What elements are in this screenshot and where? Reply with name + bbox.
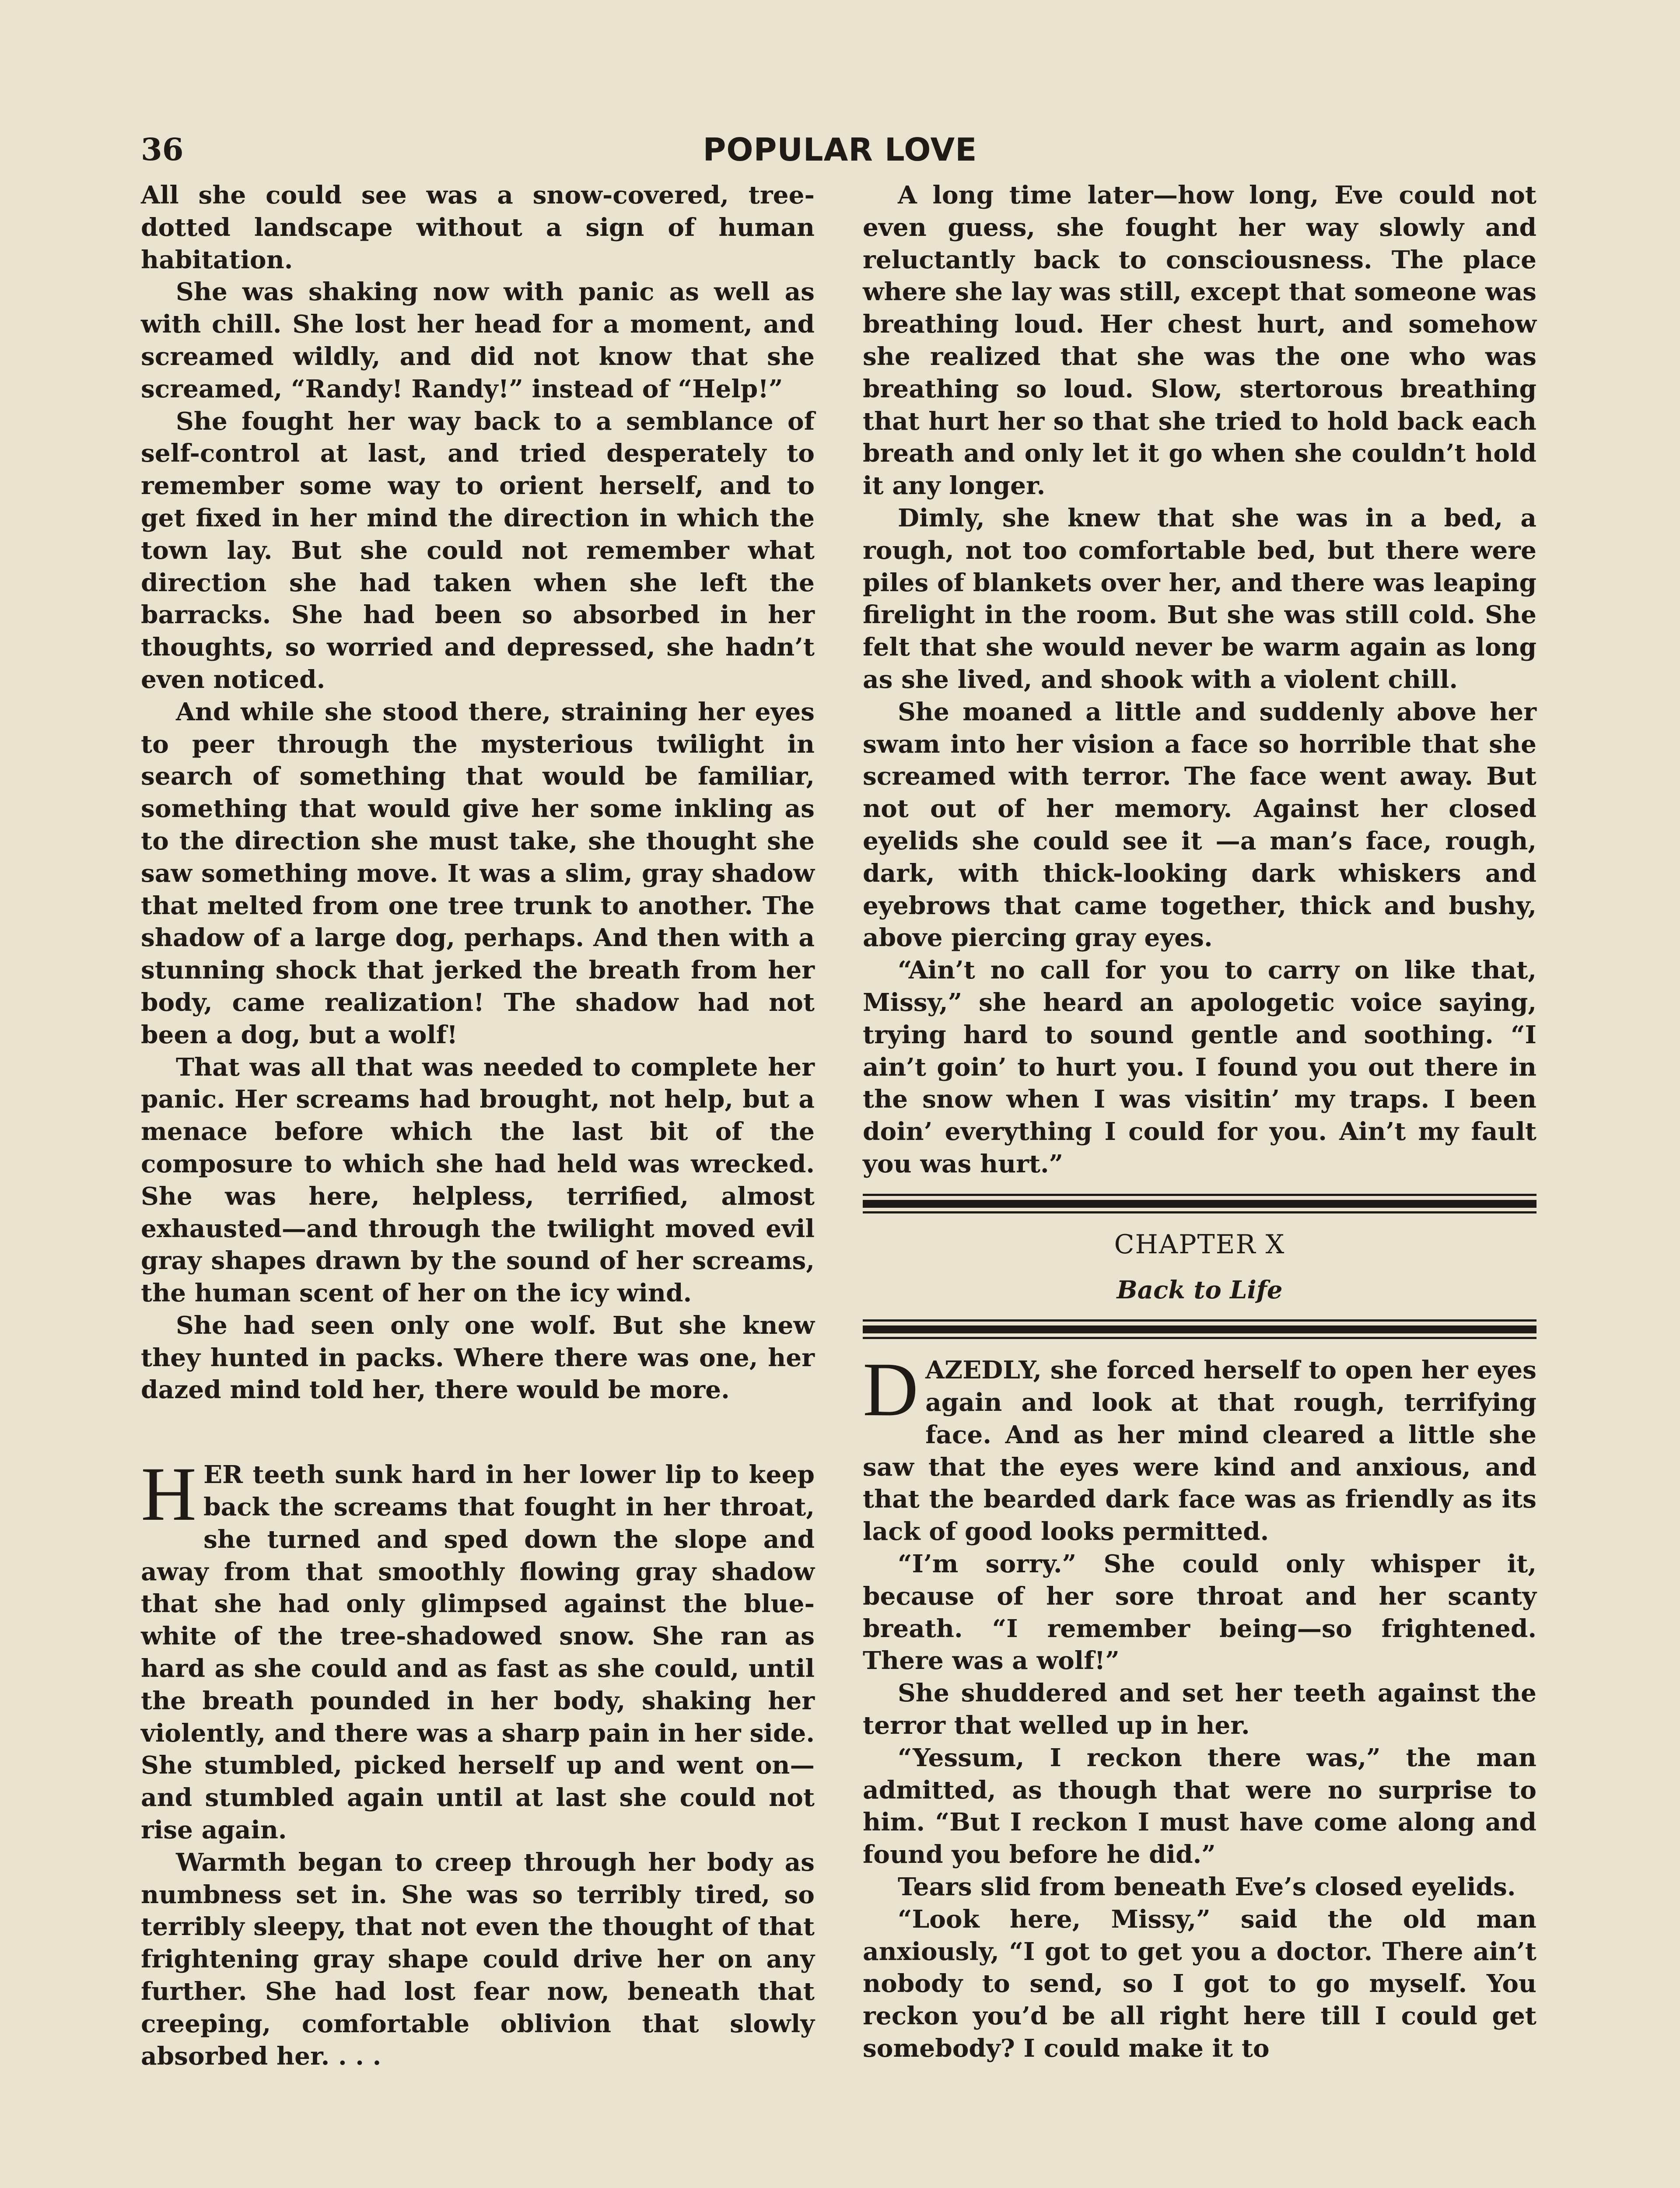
dropcap-paragraph-text: AZEDLY, she forced herself to open her eyes again and look at that rough, terrifying face. And as her mind cleared a little she saw that the eyes were kind and anxious, and that the bearded dark face was as friendly as its lack of good looks permitted. xyxy=(863,1356,1536,1546)
paragraph: She shuddered and set her teeth against the terror that welled up in her. xyxy=(863,1679,1536,1740)
rule-line xyxy=(863,1211,1536,1213)
paragraph: A long time later—how long, Eve could not even guess, she fought her way slowly and reluctantly back to consciousness. The place where she lay was still, except that someone was breathing loud. Her chest hurt, and somehow she realized that she was the one who was breathing so loud. Slow, stertorous breathing that hurt her so that she tried to hold back each breath and only let it go when she couldn’t hold it any longer. xyxy=(863,181,1536,501)
paragraph: All she could see was a snow-covered, tree-dotted landscape without a sign of human habitation. xyxy=(141,181,815,274)
paragraph: “Ain’t no call for you to carry on like that, Missy,” she heard an apologetic voice saying, trying hard to sound gentle and soothing. “I ain’t goin’ to hurt you. I found you out there in the snow when I was visitin’ my traps. I been doin’ everything I could for you. Ain’t my fault you was hurt.” xyxy=(863,956,1536,1178)
paragraph: She had seen only one wolf. But she knew they hunted in packs. Where there was one, her dazed mind told her, there would be more. xyxy=(141,1311,815,1405)
rule-line xyxy=(863,1200,1536,1208)
rule-line xyxy=(863,1194,1536,1196)
paragraph: She fought her way back to a semblance of self-control at last, and tried desperately to remember some way to orient herself, and to get fixed in her mind the direction in which the town lay. But she could not remember what direction she had taken when she left the barracks. She had been so absorbed in her thoughts, so worried and depressed, she hadn’t even noticed. xyxy=(141,407,815,694)
chapter-heading: CHAPTER X xyxy=(1114,1229,1285,1260)
left-column xyxy=(141,179,815,2072)
paragraph: And while she stood there, straining her eyes to peer through the mysterious twilight in search of something that would be familiar, something that would give her some inkling as to the direction she must take, she thought she saw something move. It was a slim, gray shadow that melted from one tree trunk to another. The shadow of a large dog, perhaps. And then with a stunning shock that jerked the breath from her body, came realization! The shadow had not been a dog, but a wolf! xyxy=(141,697,815,1049)
dropcap-paragraph-text: ER teeth sunk hard in her lower lip to keep back the screams that fought in her throat, she turned and sped down the slope and away from that smoothly flowing gray shadow that she had only glimpsed against the blue-white of the tree-shadowed snow. She ran as hard as she could and as fast as she could, until the breath pounded in her body, shaking her violently, and there was a sharp pain in her side. She stumbled, picked herself up and went on—and stumbled again until at last she could not rise again. xyxy=(141,1460,815,1845)
rule-line xyxy=(863,1325,1536,1333)
paragraph: Tears slid from beneath Eve’s closed eyelids. xyxy=(898,1872,1516,1902)
drop-cap: H xyxy=(141,1452,197,1537)
paragraph: She was shaking now with panic as well as with chill. She lost her head for a moment, and screamed wildly, and did not know that she screamed, “Randy! Randy!” instead of “Help!” xyxy=(141,277,815,403)
page-header xyxy=(0,131,1680,179)
rule-line xyxy=(863,1319,1536,1322)
chapter-rule-top xyxy=(863,1194,1536,1216)
section-break xyxy=(141,1406,815,1459)
paragraph: Warmth began to creep through her body as numbness set in. She was so terribly tired, so terribly sleepy, that not even the thought of that frightening gray shape could drive her on any further. She had lost fear now, beneath that creeping, comfortable oblivion that slowly absorbed her. . . . xyxy=(141,1848,815,2071)
page-number: 36 xyxy=(141,131,184,168)
right-column xyxy=(863,179,1536,2065)
paragraph: She moaned a little and suddenly above her swam into her vision a face so horrible that she screamed with terror. The face went away. But not out of her memory. Against her closed eyelids she could see it —a man’s face, rough, dark, with thick-looking dark whiskers and eyebrows that came together, thick and bushy, above piercing gray eyes. xyxy=(863,697,1536,953)
paragraph: “I’m sorry.” She could only whisper it, because of her sore throat and her scanty breath. “I remember being—so frightened. There was a wolf!” xyxy=(863,1550,1536,1676)
paragraph: Dimly, she knew that she was in a bed, a rough, not too comfortable bed, but there were piles of blankets over her, and there was leaping firelight in the room. But she was still cold. She felt that she would never be warm again as long as she lived, and shook with a violent chill. xyxy=(863,503,1536,694)
chapter-subtitle: Back to Life xyxy=(1116,1275,1283,1304)
drop-cap: D xyxy=(863,1347,919,1433)
chapter-rule-bottom xyxy=(863,1319,1536,1341)
rule-line xyxy=(863,1337,1536,1339)
paragraph: That was all that was needed to complete her panic. Her screams had brought, not help, but a menace before which the last bit of the composure to which she had held was wrecked. She was here, helpless, terrified, almost exhausted—and through the twilight moved evil gray shapes drawn by the sound of her screams, the human scent of her on the icy wind. xyxy=(141,1052,815,1308)
paragraph: “Look here, Missy,” said the old man anxiously, “I got to get you a doctor. There ain’t nobody to send, so I got to go myself. You reckon you’d be all right here till I could get somebody? I could make it to xyxy=(863,1904,1536,2063)
dropcap-paragraph xyxy=(863,1347,1536,1548)
magazine-title: POPULAR LOVE xyxy=(703,131,977,168)
paragraph: “Yessum, I reckon there was,” the man admitted, as though that were no surprise to him. “But I reckon I must have come along and found you before he did.” xyxy=(863,1743,1536,1869)
dropcap-paragraph xyxy=(141,1452,815,1847)
